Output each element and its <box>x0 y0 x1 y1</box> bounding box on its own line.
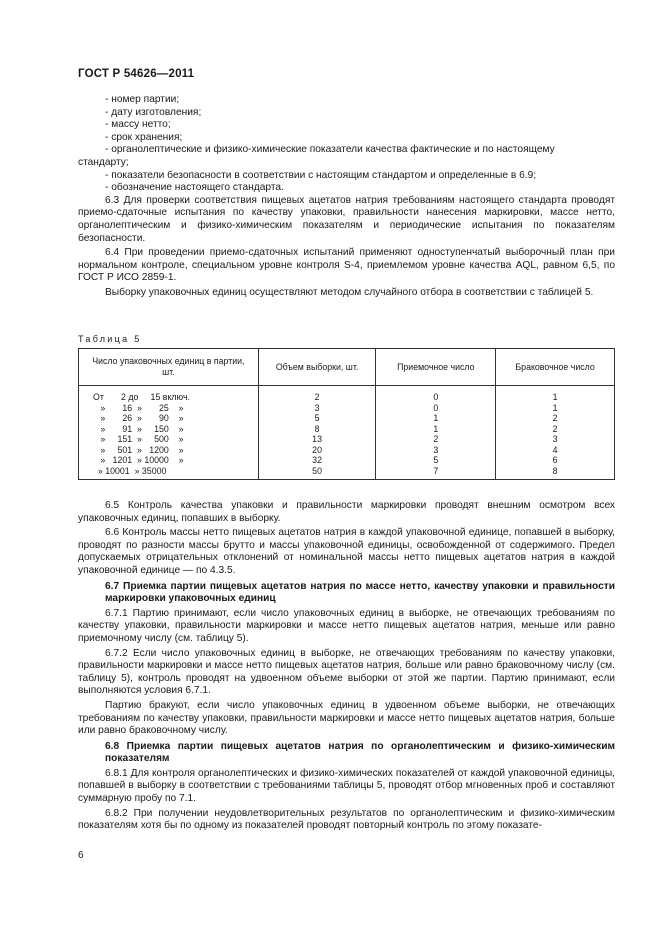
sampling-table <box>78 348 615 480</box>
table-row <box>79 403 615 414</box>
heading-6-7: 6.7 Приемка партии пищевых ацетатов натрия по массе нетто, качеству упаковки и правильности маркировки упаковочных единиц <box>105 580 615 605</box>
table-row <box>79 466 615 480</box>
table-cell: 1 <box>376 413 496 424</box>
table-header-cell: Число упаковочных единиц в партии, шт. <box>79 349 259 386</box>
table-cell: 2 <box>496 413 615 424</box>
table-cell: 5 <box>376 455 496 466</box>
table-header-cell: Приемочное число <box>376 349 496 386</box>
paragraph-6-7-2: 6.7.2 Если число упаковочных единиц в выборке, не отвечающих требованиям по качеству упаковки, правильности маркировки и массе нетто пищевых ацетатов натрия, больше или равно браковочному числу (см. таблицу 5), контроль проводят на удвоенном объеме выборки от этой же партии. Партию принимают, если выполняются условия 6.7.1. <box>78 647 615 697</box>
table-header-cell: Браковочное число <box>496 349 615 386</box>
table-cell: 1 <box>496 386 615 403</box>
table-row <box>79 413 615 424</box>
table-cell: 13 <box>258 434 376 445</box>
paragraph-6-8-1: 6.8.1 Для контроля органолептических и физико-химических показателей от каждой упаковочной единицы, попавшей в выборку в соответствии с требованиями таблицы 5, проводят отбор мгновенных проб и составляют суммарную пробу по 7.1. <box>78 767 615 805</box>
list-item: - массу нетто; <box>105 119 171 131</box>
list-item: - дату изготовления; <box>105 106 202 118</box>
table-cell: 5 <box>258 413 376 424</box>
range-cell: От 2 до 15 включ. <box>79 386 259 403</box>
table-cell: 1 <box>496 403 615 414</box>
table-cell: 32 <box>258 455 376 466</box>
list-item: - органолептические и физико-химические показатели качества фактические и по настоящему <box>105 144 555 156</box>
table-row <box>79 455 615 466</box>
table-row <box>79 434 615 445</box>
table-cell: 3 <box>496 434 615 445</box>
table-cell: 50 <box>258 466 376 480</box>
list-item: - обозначение настоящего стандарта. <box>105 182 284 194</box>
table-cell: 2 <box>496 424 615 435</box>
table-cell: 3 <box>258 403 376 414</box>
table-cell: 20 <box>258 445 376 456</box>
range-cell: » 501 » 1200 » <box>79 445 259 456</box>
list-item: - номер партии; <box>105 94 180 105</box>
paragraph-6-3: 6.3 Для проверки соответствия пищевых ацетатов натрия требованиям настоящего стандарта проводят приемо-сдаточные испытания по качеству упаковки, правильности нанесения маркировки, массе нетто, органолептическим и физико-химическим показателям и периодические испытания по показателям безопасности. <box>78 194 615 244</box>
list-item-continuation: стандарту; <box>78 156 129 168</box>
range-cell: » 10001 » 35000 <box>79 466 259 480</box>
heading-6-8: 6.8 Приемка партии пищевых ацетатов натрия по органолептическим и физико-химическим показателям <box>105 740 615 765</box>
table-header-row <box>79 349 615 386</box>
paragraph-rejection: Партию бракуют, если число упаковочных единиц в удвоенном объеме выборки, не отвечающих требованиям по качеству упаковки, правильности маркировки и массе нетто пищевых ацетатов натрия, больше или равно браковочному числу. <box>78 699 615 737</box>
table-header-cell: Объем выборки, шт. <box>258 349 376 386</box>
table-cell: 3 <box>376 445 496 456</box>
table-cell: 2 <box>376 434 496 445</box>
table-cell: 7 <box>376 466 496 480</box>
list-item: - срок хранения; <box>105 131 183 143</box>
range-cell: » 151 » 500 » <box>79 434 259 445</box>
paragraph-6-4: 6.4 При проведении приемо-сдаточных испытаний применяют одноступенчатый выборочный план при нормальном контроле, специальном уровне контроля S-4, приемлемом уровне качества AQL, равном 6,5, по ГОСТ Р ИСО 2859-1. <box>78 247 615 284</box>
table-cell: 2 <box>258 386 376 403</box>
table-cell: 8 <box>496 466 615 480</box>
range-cell: » 1201 » 10000 » <box>79 455 259 466</box>
standard-header: ГОСТ Р 54626—2011 <box>78 68 195 80</box>
table-cell: 1 <box>376 424 496 435</box>
paragraph-sampling: Выборку упаковочных единиц осуществляют методом случайного отбора в соответствии с таблицей 5. <box>105 286 594 298</box>
table-row <box>79 445 615 456</box>
upper-text-block <box>78 94 615 302</box>
range-cell: » 16 » 25 » <box>79 403 259 414</box>
paragraph-6-8-2: 6.8.2 При получении неудовлетворительных результатов по органолептическим и физико-химическим показателям хотя бы по одному из показателей проводят повторный контроль по этому показате- <box>78 807 615 832</box>
table-cell: 6 <box>496 455 615 466</box>
paragraph-6-5: 6.5 Контроль качества упаковки и правильности маркировки проводят внешним осмотром всех упаковочных единиц, попавших в выборку. <box>78 500 615 524</box>
table-cell: 0 <box>376 386 496 403</box>
paragraph-6-7-1: 6.7.1 Партию принимают, если число упаковочных единиц в выборке, не отвечающих требованиям по качеству упаковки, правильности маркировки и массе нетто пищевых ацетатов натрия, меньше или равно приемочному числу (см. таблицу 5). <box>78 607 615 644</box>
table-row <box>79 424 615 435</box>
list-item: - показатели безопасности в соответствии с настоящим стандартом и определенные в 6.9; <box>105 169 537 181</box>
table-cell: 8 <box>258 424 376 435</box>
table-caption: Таблица 5 <box>78 334 142 344</box>
table-cell: 4 <box>496 445 615 456</box>
paragraph-6-6: 6.6 Контроль массы нетто пищевых ацетатов натрия в каждой упаковочной единице, попавшей в выборку, проводят по разности массы брутто и массы упаковочной единицы, освобожденной от содержимого. Предел допускаемых отрицательных отклонений от номинальной массы нетто пищевых ацетатов натрия в каждой упаковочной единице — по 4.3.5. <box>78 527 615 576</box>
lower-text-block <box>78 500 615 835</box>
range-cell: » 26 » 90 » <box>79 413 259 424</box>
table-cell: 0 <box>376 403 496 414</box>
table-row <box>79 386 615 403</box>
page-number: 6 <box>78 850 84 861</box>
range-cell: » 91 » 150 » <box>79 424 259 435</box>
